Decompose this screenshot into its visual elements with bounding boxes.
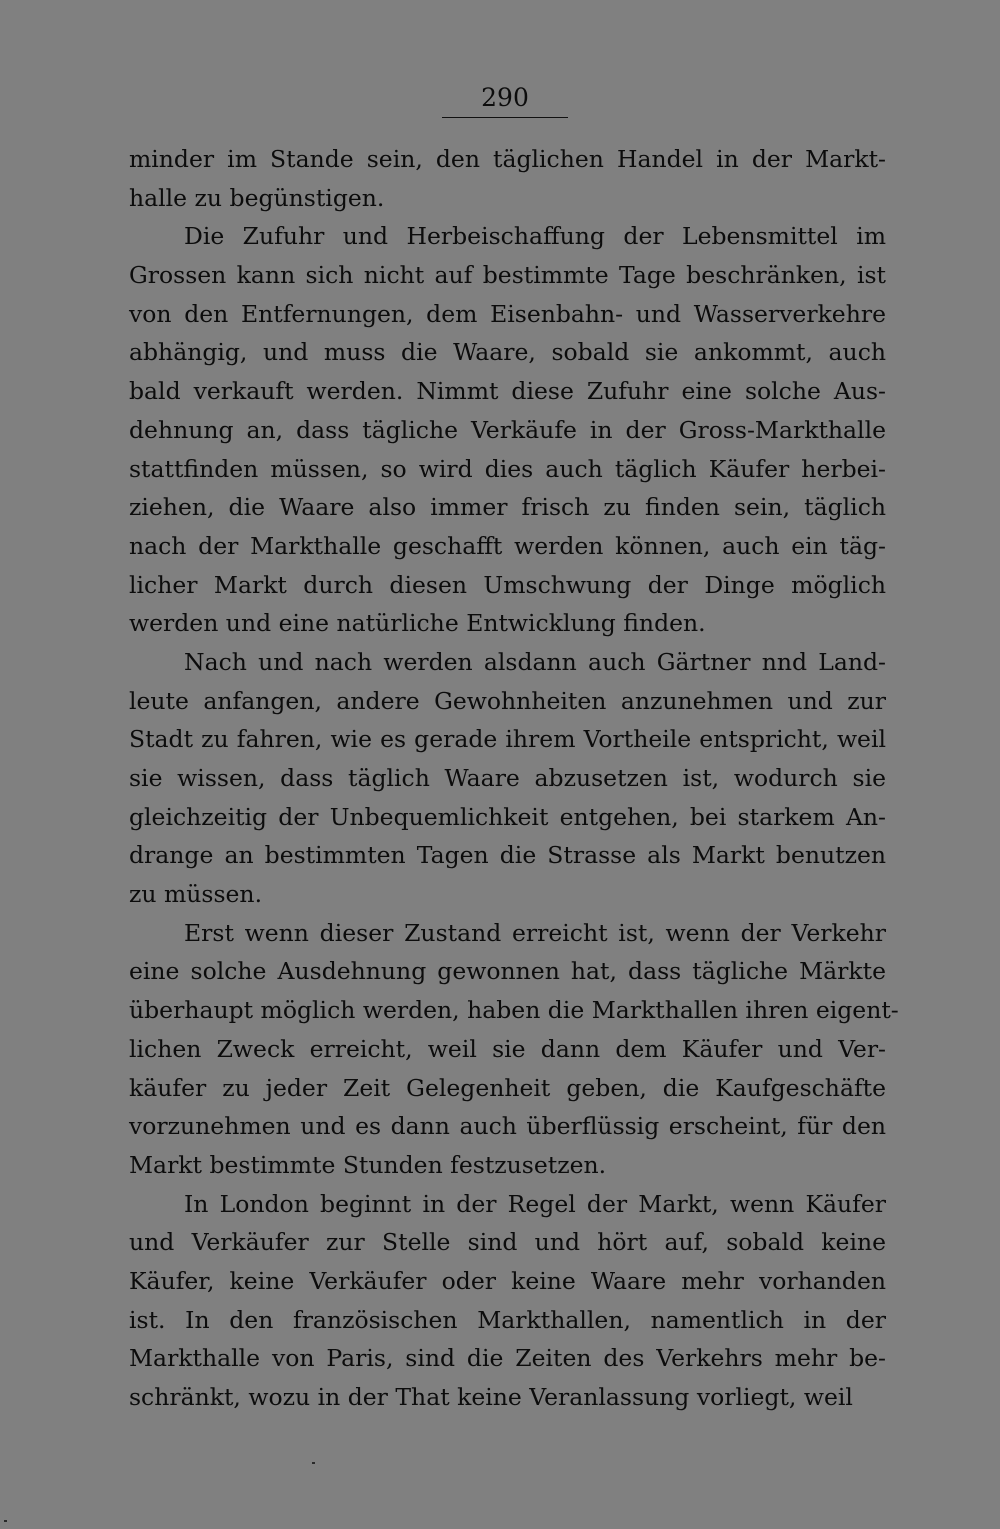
body-text — [129, 140, 899, 1417]
text-line: schränkt, wozu in der That keine Veranlassung vorliegt, weil — [129, 1383, 853, 1411]
text-line: und Verkäufer zur Stelle sind und hört auf, sobald keine — [129, 1228, 886, 1257]
page-number: 290 — [481, 83, 529, 112]
paragraph — [129, 643, 886, 914]
text-line: leute anfangen, andere Gewohnheiten anzunehmen und zur — [129, 686, 886, 715]
text-line: Käufer, keine Verkäufer oder keine Waare mehr vorhanden — [129, 1266, 886, 1295]
text-line: von den Entfernungen, dem Eisenbahn- und Wasserverkehre — [129, 299, 886, 328]
text-line: licher Markt durch diesen Umschwung der Dinge möglich — [129, 570, 886, 599]
text-line: sie wissen, dass täglich Waare abzusetzen ist, wodurch sie — [129, 764, 886, 792]
paragraph — [129, 914, 899, 1185]
text-line: minder im Stande sein, den täglichen Handel in der Markt- — [129, 145, 886, 173]
text-line: käufer zu jeder Zeit Gelegenheit geben, die Kaufgeschäfte — [129, 1073, 886, 1102]
text-line: Markthalle von Paris, sind die Zeiten des Verkehrs mehr be- — [129, 1344, 886, 1373]
text-line: stattfinden müssen, so wird dies auch täglich Käufer herbei- — [129, 454, 886, 483]
text-line: werden und eine natürliche Entwicklung finden. — [129, 609, 706, 638]
header-rule — [442, 117, 568, 118]
text-line: nach der Markthalle geschafft werden können, auch ein täg- — [129, 531, 886, 560]
text-line: vorzunehmen und es dann auch überflüssig erscheint, für den — [129, 1112, 886, 1141]
text-line: ist. In den französischen Markthallen, namentlich in der — [129, 1305, 886, 1334]
paragraph — [129, 1185, 886, 1417]
scan-speck — [4, 1520, 7, 1522]
paragraph — [129, 140, 886, 217]
paragraph — [129, 217, 886, 643]
text-line: Die Zufuhr und Herbeischaffung der Lebensmittel im — [184, 222, 886, 251]
text-line: halle zu begünstigen. — [129, 183, 385, 212]
text-line: Grossen kann sich nicht auf bestimmte Tage beschränken, ist — [129, 261, 886, 290]
text-line: zu müssen. — [129, 880, 263, 909]
text-line: In London beginnt in der Regel der Markt, wenn Käufer — [184, 1189, 886, 1218]
text-line: ziehen, die Waare also immer frisch zu finden sein, täglich — [129, 493, 886, 522]
text-line: dehnung an, dass tägliche Verkäufe in der Gross-Markthalle — [129, 415, 886, 444]
text-line: Erst wenn dieser Zustand erreicht ist, wenn der Verkehr — [184, 918, 886, 947]
text-line: Nach und nach werden alsdann auch Gärtner nnd Land- — [184, 647, 886, 676]
scan-speck — [312, 1462, 315, 1464]
text-line: eine solche Ausdehnung gewonnen hat, dass tägliche Märkte — [129, 957, 886, 986]
text-line: gleichzeitig der Unbequemlichkeit entgehen, bei starkem An- — [129, 802, 886, 831]
text-line: Stadt zu fahren, wie es gerade ihrem Vortheile entspricht, weil — [129, 725, 886, 754]
text-line: drange an bestimmten Tagen die Strasse als Markt benutzen — [129, 841, 886, 870]
text-line: bald verkauft werden. Nimmt diese Zufuhr eine solche Aus- — [129, 377, 886, 406]
text-line: lichen Zweck erreicht, weil sie dann dem Käufer und Ver- — [129, 1034, 886, 1063]
text-line: abhängig, und muss die Waare, sobald sie ankommt, auch — [129, 338, 886, 367]
text-line: Markt bestimmte Stunden festzusetzen. — [129, 1150, 607, 1179]
text-line: überhaupt möglich werden, haben die Markthallen ihren eigent- — [129, 996, 899, 1025]
